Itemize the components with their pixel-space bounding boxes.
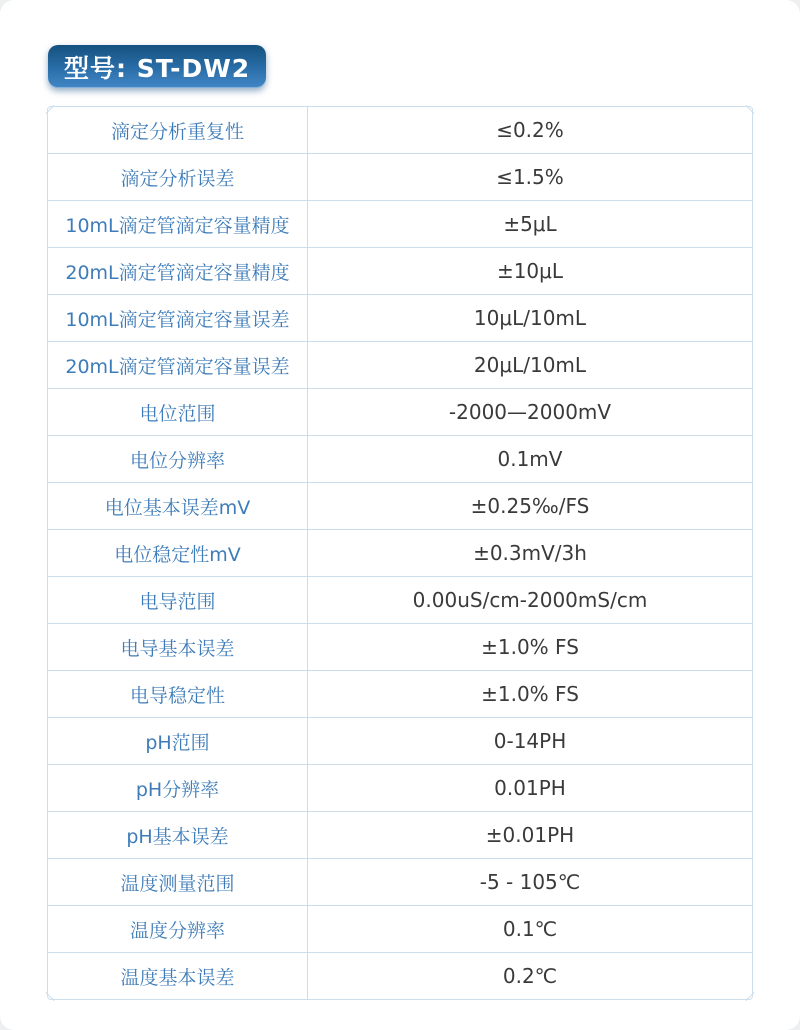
spec-value: ±5μL	[503, 212, 557, 236]
spec-value: ±10μL	[496, 259, 564, 283]
spec-label: 电位基本误差mV	[48, 483, 308, 529]
spec-label: 20mL滴定管滴定容量精度	[48, 248, 308, 294]
table-row	[48, 107, 752, 154]
spec-label: 温度基本误差	[48, 953, 308, 999]
spec-value: -5 - 105℃	[479, 870, 581, 894]
spec-label: 10mL滴定管滴定容量误差	[48, 295, 308, 341]
model-badge: 型号: ST-DW2	[48, 45, 266, 88]
spec-label: 电导基本误差	[48, 624, 308, 670]
table-row	[48, 248, 752, 295]
spec-value: 0.2℃	[502, 964, 558, 988]
spec-value: 10μL/10mL	[473, 306, 587, 330]
table-row	[48, 953, 752, 999]
spec-label: 电位范围	[48, 389, 308, 435]
spec-label: pH基本误差	[48, 812, 308, 858]
spec-value: 0.01PH	[494, 776, 566, 800]
spec-label: 滴定分析误差	[48, 154, 308, 200]
table-row	[48, 483, 752, 530]
spec-value: 0.1mV	[497, 447, 563, 471]
spec-value: ±0.01PH	[485, 823, 575, 847]
table-row	[48, 765, 752, 812]
spec-label: pH范围	[48, 718, 308, 764]
table-row	[48, 812, 752, 859]
table-row	[48, 389, 752, 436]
table-row	[48, 671, 752, 718]
table-row	[48, 577, 752, 624]
spec-label: 电位稳定性mV	[48, 530, 308, 576]
spec-value: 20μL/10mL	[473, 353, 587, 377]
spec-value: 0.1℃	[502, 917, 558, 941]
table-row	[48, 342, 752, 389]
spec-value: ±1.0% FS	[481, 635, 579, 659]
spec-label: 电位分辨率	[48, 436, 308, 482]
spec-table	[47, 106, 753, 1000]
spec-label: 温度测量范围	[48, 859, 308, 905]
spec-label: 电导范围	[48, 577, 308, 623]
spec-label: 滴定分析重复性	[48, 107, 308, 153]
table-row	[48, 201, 752, 248]
spec-value: ≤0.2%	[496, 118, 564, 142]
spec-value: -2000—2000mV	[448, 400, 612, 424]
spec-label: 10mL滴定管滴定容量精度	[48, 201, 308, 247]
table-row	[48, 624, 752, 671]
spec-value: 0.00uS/cm-2000mS/cm	[412, 588, 648, 612]
spec-value: ±0.3mV/3h	[473, 541, 587, 565]
table-row	[48, 859, 752, 906]
spec-label: pH分辨率	[48, 765, 308, 811]
spec-label: 电导稳定性	[48, 671, 308, 717]
spec-value: ±1.0% FS	[481, 682, 579, 706]
table-row	[48, 436, 752, 483]
table-row	[48, 154, 752, 201]
table-row	[48, 530, 752, 577]
table-row	[48, 906, 752, 953]
spec-label: 20mL滴定管滴定容量误差	[48, 342, 308, 388]
table-row	[48, 718, 752, 765]
spec-value: 0-14PH	[493, 729, 567, 753]
spec-value: ≤1.5%	[496, 165, 564, 189]
table-row	[48, 295, 752, 342]
spec-label: 温度分辨率	[48, 906, 308, 952]
spec-value: ±0.25‰/FS	[470, 494, 590, 518]
